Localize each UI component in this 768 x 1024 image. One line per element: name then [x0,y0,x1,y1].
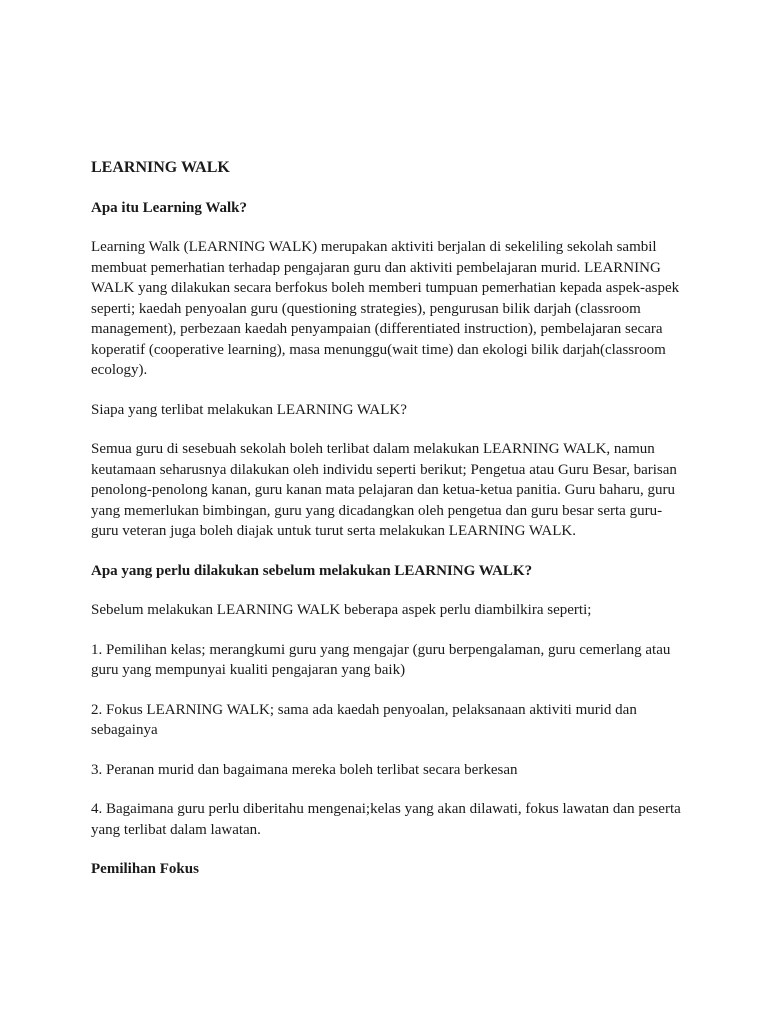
list-item: 4. Bagaimana guru perlu diberitahu mengenai;kelas yang akan dilawati, fokus lawatan dan peserta yang terlibat dalam lawatan. [91,801,681,838]
question-who: Siapa yang terlibat melakukan LEARNING WALK? [91,401,407,418]
heading-focus: Pemilihan Fokus [91,861,199,877]
list-item: 3. Peranan murid dan bagaimana mereka boleh terlibat secara berkesan [91,761,518,778]
heading-what-is: Apa itu Learning Walk? [91,199,248,216]
document-page [91,158,691,899]
paragraph-who: Semua guru di sesebuah sekolah boleh terlibat dalam melakukan LEARNING WALK, namun keutamaan seharusnya dilakukan oleh individu seperti berikut; Pengetua atau Guru Besar, barisan penolong-penolong kanan, guru kanan mata pelajaran dan ketua-ketua panitia. Guru baharu, guru yang memerlukan bimbingan, guru yang dicadangkan oleh pengetua dan guru besar serta guru-guru veteran juga boleh diajak untuk turut serta melakukan LEARNING WALK. [91,441,677,539]
heading-before: Apa yang perlu dilakukan sebelum melakukan LEARNING WALK? [91,562,533,579]
list-item: 2. Fokus LEARNING WALK; sama ada kaedah penyoalan, pelaksanaan aktiviti murid dan sebagainya [91,701,637,738]
list-item: 1. Pemilihan kelas; merangkumi guru yang mengajar (guru berpengalaman, guru cemerlang atau guru yang mempunyai kualiti pengajaran yang baik) [91,641,671,678]
paragraph-intro: Learning Walk (LEARNING WALK) merupakan aktiviti berjalan di sekeliling sekolah sambil membuat pemerhatian terhadap pengajaran guru dan aktiviti pembelajaran murid. LEARNING WALK yang dilakukan secara berfokus boleh memberi tumpuan pemerhatian kepada aspek-aspek seperti; kaedah penyoalan guru (questioning strategies), pengurusan bilik darjah (classroom management), perbezaan kaedah penyampaian (differentiated instruction), pembelajaran secara koperatif (cooperative learning), masa menunggu(wait time) dan ekologi bilik darjah(classroom ecology). [91,239,680,378]
paragraph-before: Sebelum melakukan LEARNING WALK beberapa aspek perlu diambilkira seperti; [91,602,592,618]
document-title: LEARNING WALK [91,159,230,176]
